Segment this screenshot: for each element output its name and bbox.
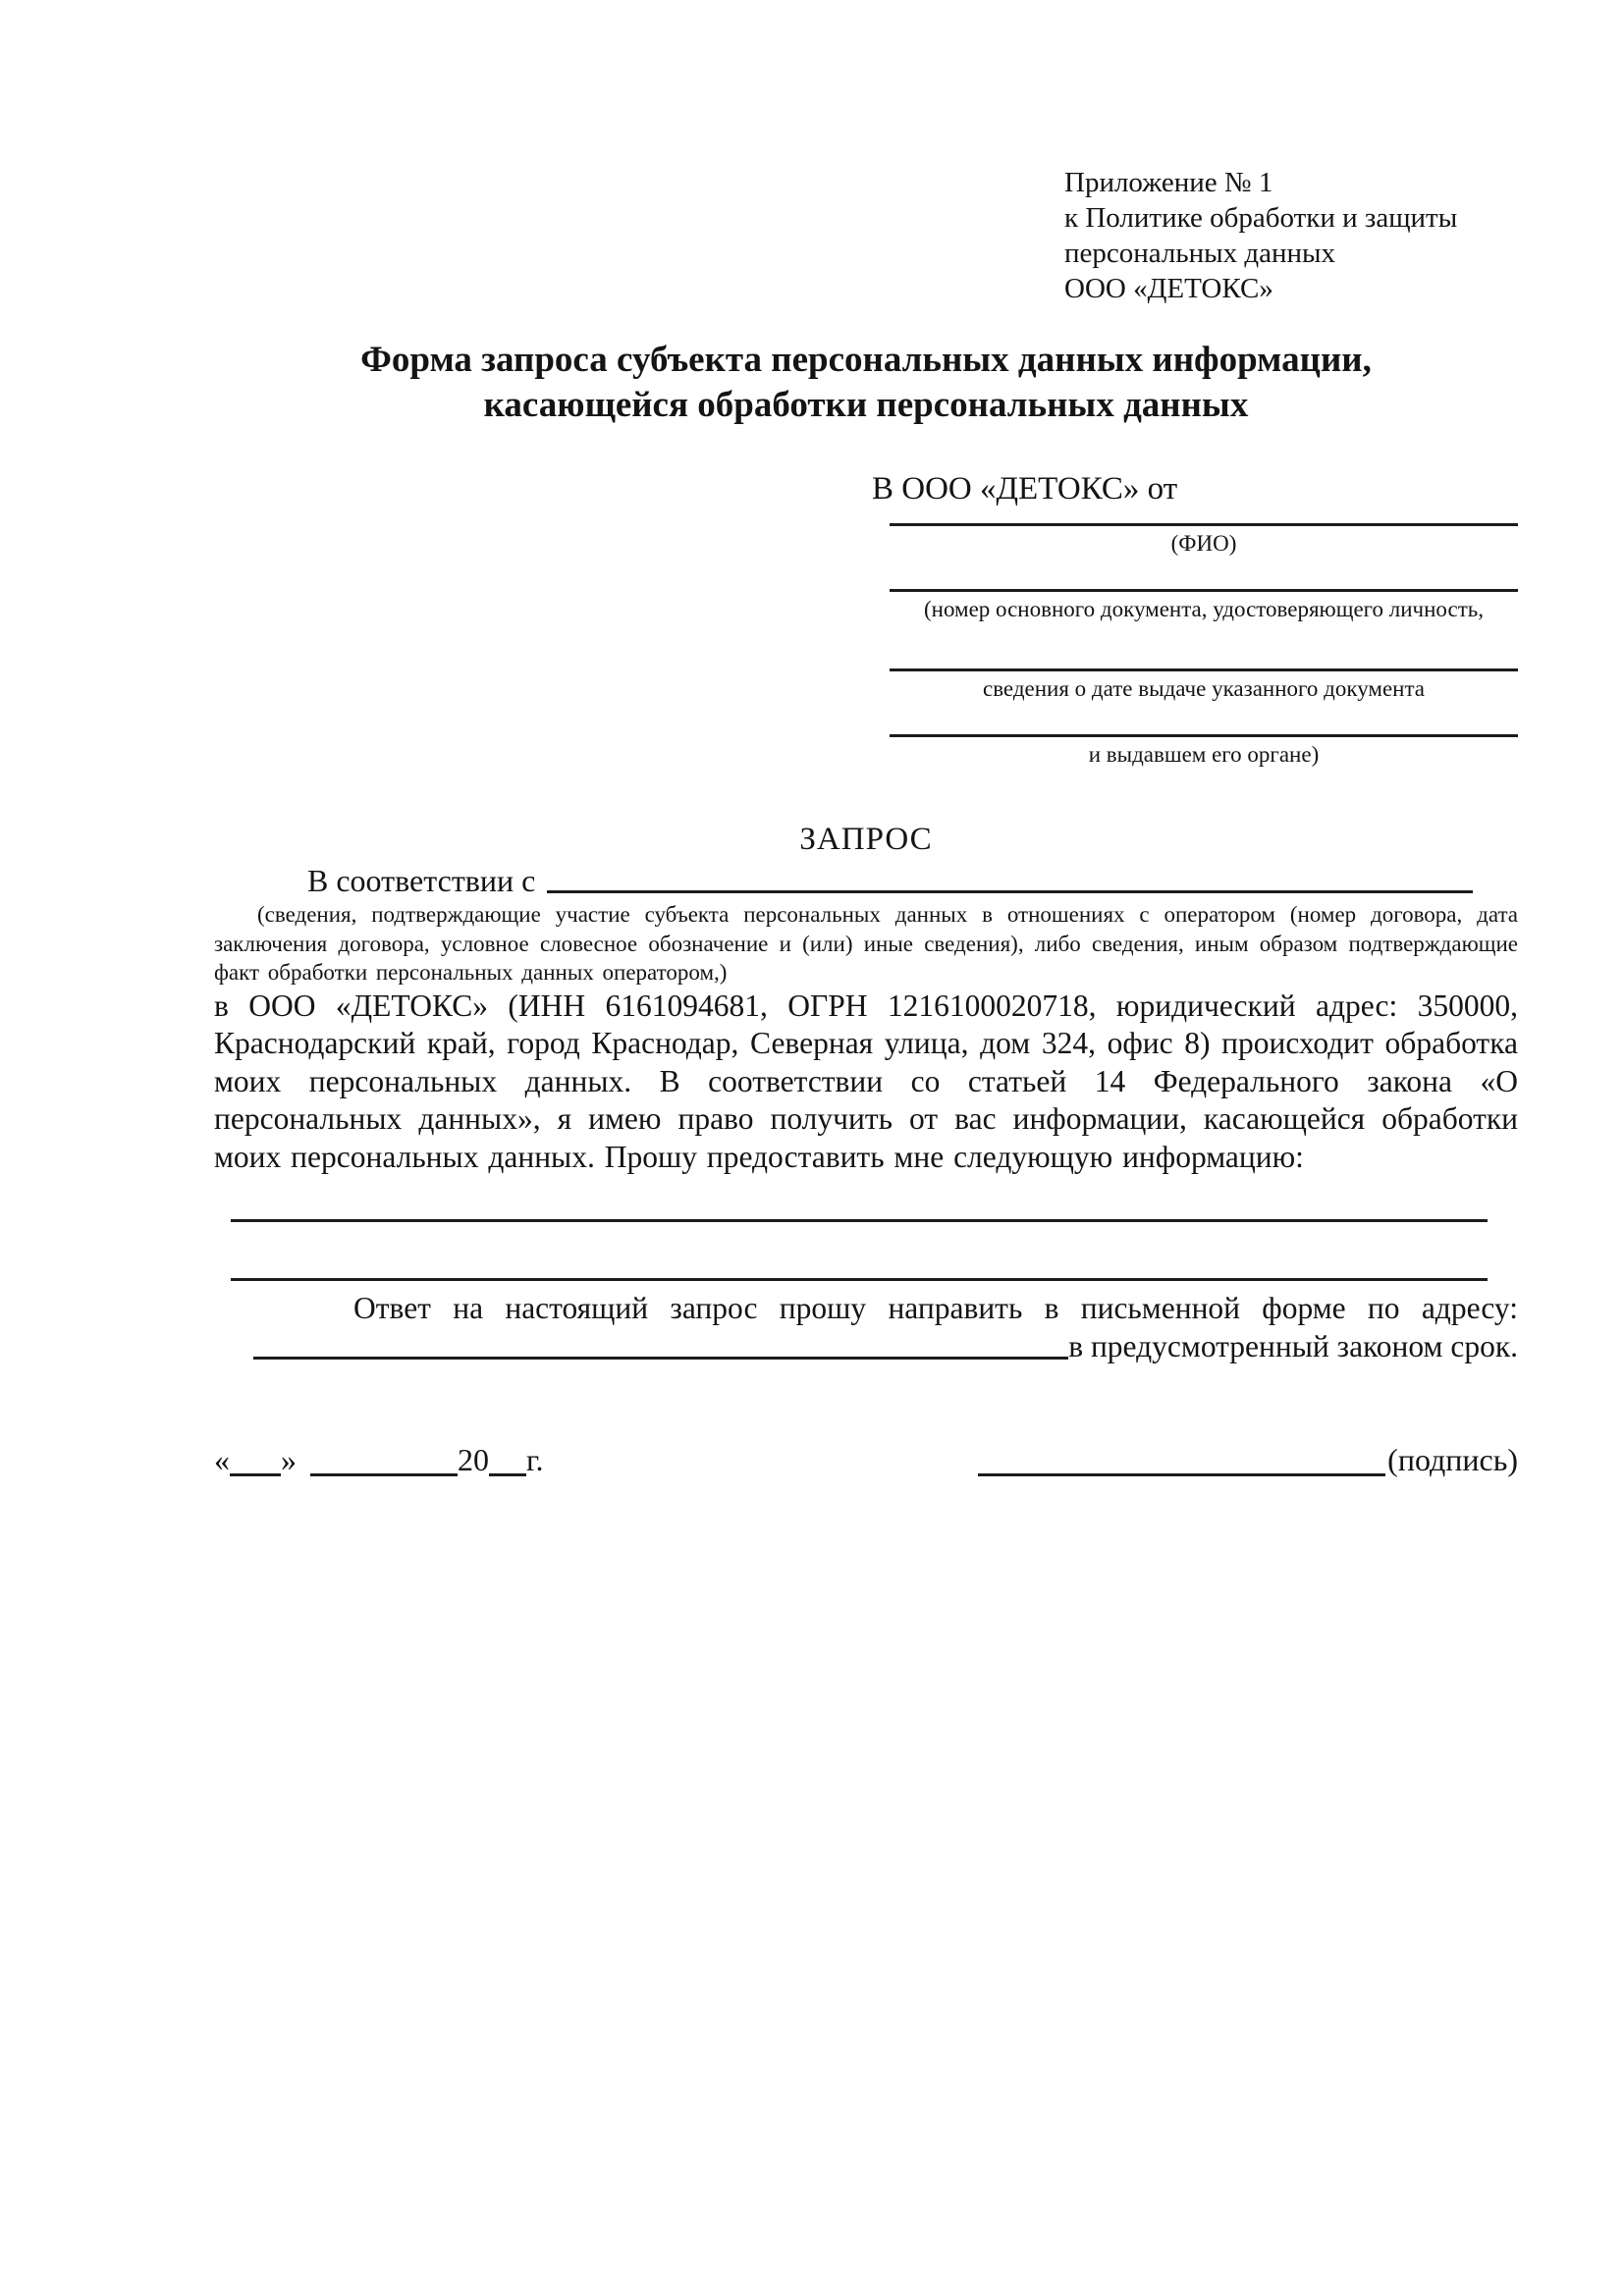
request-body-paragraph: в ООО «ДЕТОКС» (ИНН 6161094681, ОГРН 1216100020718, юридический адрес: 350000, Краснодарский край, город Краснодар, Северная улица, дом 324, офис 8) происходит обработка моих персональных данных. В соответствии со статьей 14 Федерального закона «О персональных данных», я имею право получить от вас информации, касающейся обработки моих персональных данных. Прошу предоставить мне следующую информацию:: [214, 988, 1518, 1174]
month-fill-line: [310, 1473, 458, 1476]
basis-row: [214, 861, 1518, 900]
issue-date-caption: сведения о дате выдаче указанного документа: [982, 676, 1426, 701]
fio-fill-line: [890, 523, 1518, 526]
addressee-to-label: В ООО «ДЕТОКС» от: [872, 471, 1178, 507]
basis-fill-line: [547, 890, 1473, 893]
appendix-line: ООО «ДЕТОКС»: [1064, 273, 1273, 304]
issue-date-fill-line: [890, 668, 1518, 671]
date-quote-open: «: [214, 1442, 230, 1477]
date-quote-close: »: [281, 1442, 297, 1477]
document-title: [214, 338, 1518, 428]
signature-row: [214, 1440, 1518, 1479]
appendix-line: персональных данных: [1064, 238, 1336, 269]
issue-date-field: [890, 668, 1518, 703]
appendix-block: [1064, 165, 1518, 306]
year-suffix: г.: [526, 1442, 544, 1477]
day-fill-line: [230, 1473, 281, 1476]
document-number-caption: (номер основного документа, удостоверяющего личность,: [923, 597, 1484, 621]
information-fill-line-2: [231, 1278, 1488, 1281]
fio-field: [890, 523, 1518, 558]
signature-caption: (подпись): [1387, 1442, 1518, 1477]
reply-sentence: Ответ на настоящий запрос прошу направить в письменной форме по адресу:: [353, 1291, 1518, 1325]
address-fill-line: [253, 1357, 1068, 1360]
issuing-authority-caption: и выдавшем его органе): [1088, 742, 1320, 767]
document-title-line1: Форма запроса субъекта персональных данных информации,: [360, 340, 1372, 380]
document-title-line2: касающейся обработки персональных данных: [483, 385, 1249, 425]
addressee-block: [872, 471, 1518, 769]
fio-caption: (ФИО): [1170, 531, 1237, 556]
year-fill-line: [489, 1473, 526, 1476]
basis-caption: (сведения, подтверждающие участие субъекта персональных данных в отношениях с оператором (номер договора, дата заключения договора, условное словесное обозначение и (или) иные сведения), либо сведения, иным образом подтверждающие факт обработки персональных данных оператором,): [214, 902, 1518, 985]
issuing-authority-field: [890, 734, 1518, 769]
information-fill-line-1: [231, 1219, 1488, 1222]
appendix-line: к Политике обработки и защиты: [1064, 202, 1458, 234]
basis-label: В соответствии с: [307, 863, 536, 898]
issuing-authority-fill-line: [890, 734, 1518, 737]
appendix-line: Приложение № 1: [1064, 167, 1273, 198]
document-content: [214, 0, 1518, 1479]
year-prefix: 20: [458, 1442, 489, 1477]
reply-address-row: [214, 1327, 1518, 1365]
signature-fill-line: [978, 1473, 1385, 1476]
document-number-field: [890, 589, 1518, 623]
request-heading: ЗАПРОС: [799, 822, 933, 857]
date-group: [214, 1440, 544, 1479]
signature-group: [978, 1440, 1518, 1479]
reply-tail-text: в предусмотренный законом срок.: [1068, 1329, 1518, 1363]
document-number-fill-line: [890, 589, 1518, 592]
